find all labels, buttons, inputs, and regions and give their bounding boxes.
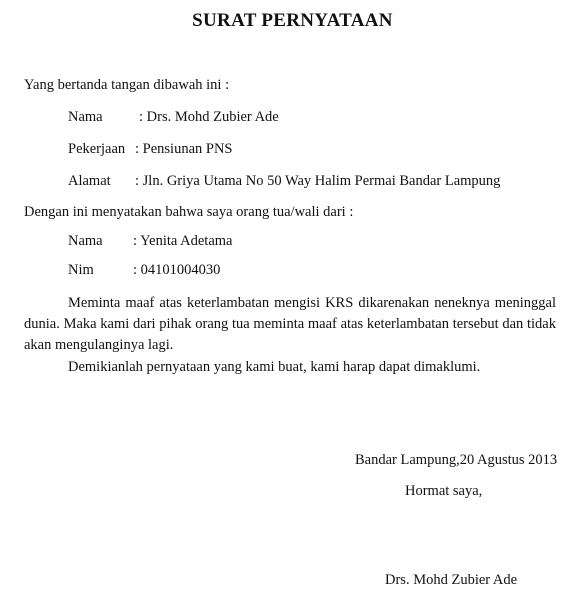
student-name-value: : Yenita Adetama — [133, 233, 233, 249]
signer-job-label: Pekerjaan — [68, 141, 126, 157]
signer-name-label: Nama — [68, 109, 103, 125]
signer-job-value: : Pensiunan PNS — [135, 141, 233, 157]
signer-address-value: : Jln. Griya Utama No 50 Way Halim Permai Bandar Lampung — [135, 173, 501, 189]
body-paragraph: Meminta maaf atas keterlambatan mengisi KRS dikarenakan neneknya meninggal dunia. Maka kami dari pihak orang tua meminta maaf atas keterlambatan tersebut dan tidak akan mengulanginya lagi. — [24, 295, 556, 353]
student-name-label: Nama — [68, 233, 103, 249]
statement-line: Dengan ini menyatakan bahwa saya orang tua/wali dari : — [24, 204, 354, 220]
place-date: Bandar Lampung,20 Agustus 2013 — [355, 452, 558, 468]
signer-address-label: Alamat — [68, 173, 111, 189]
closing-paragraph: Demikianlah pernyataan yang kami buat, kami harap dapat dimaklumi. — [68, 359, 481, 375]
regards: Hormat saya, — [405, 483, 483, 499]
letter-title: SURAT PERNYATAAN — [192, 10, 393, 31]
student-nim-label: Nim — [68, 262, 94, 278]
signer-name-value: : Drs. Mohd Zubier Ade — [139, 109, 279, 125]
intro-line: Yang bertanda tangan dibawah ini : — [24, 77, 230, 93]
signature-name: Drs. Mohd Zubier Ade — [385, 572, 518, 588]
student-nim-value: : 04101004030 — [133, 262, 221, 278]
